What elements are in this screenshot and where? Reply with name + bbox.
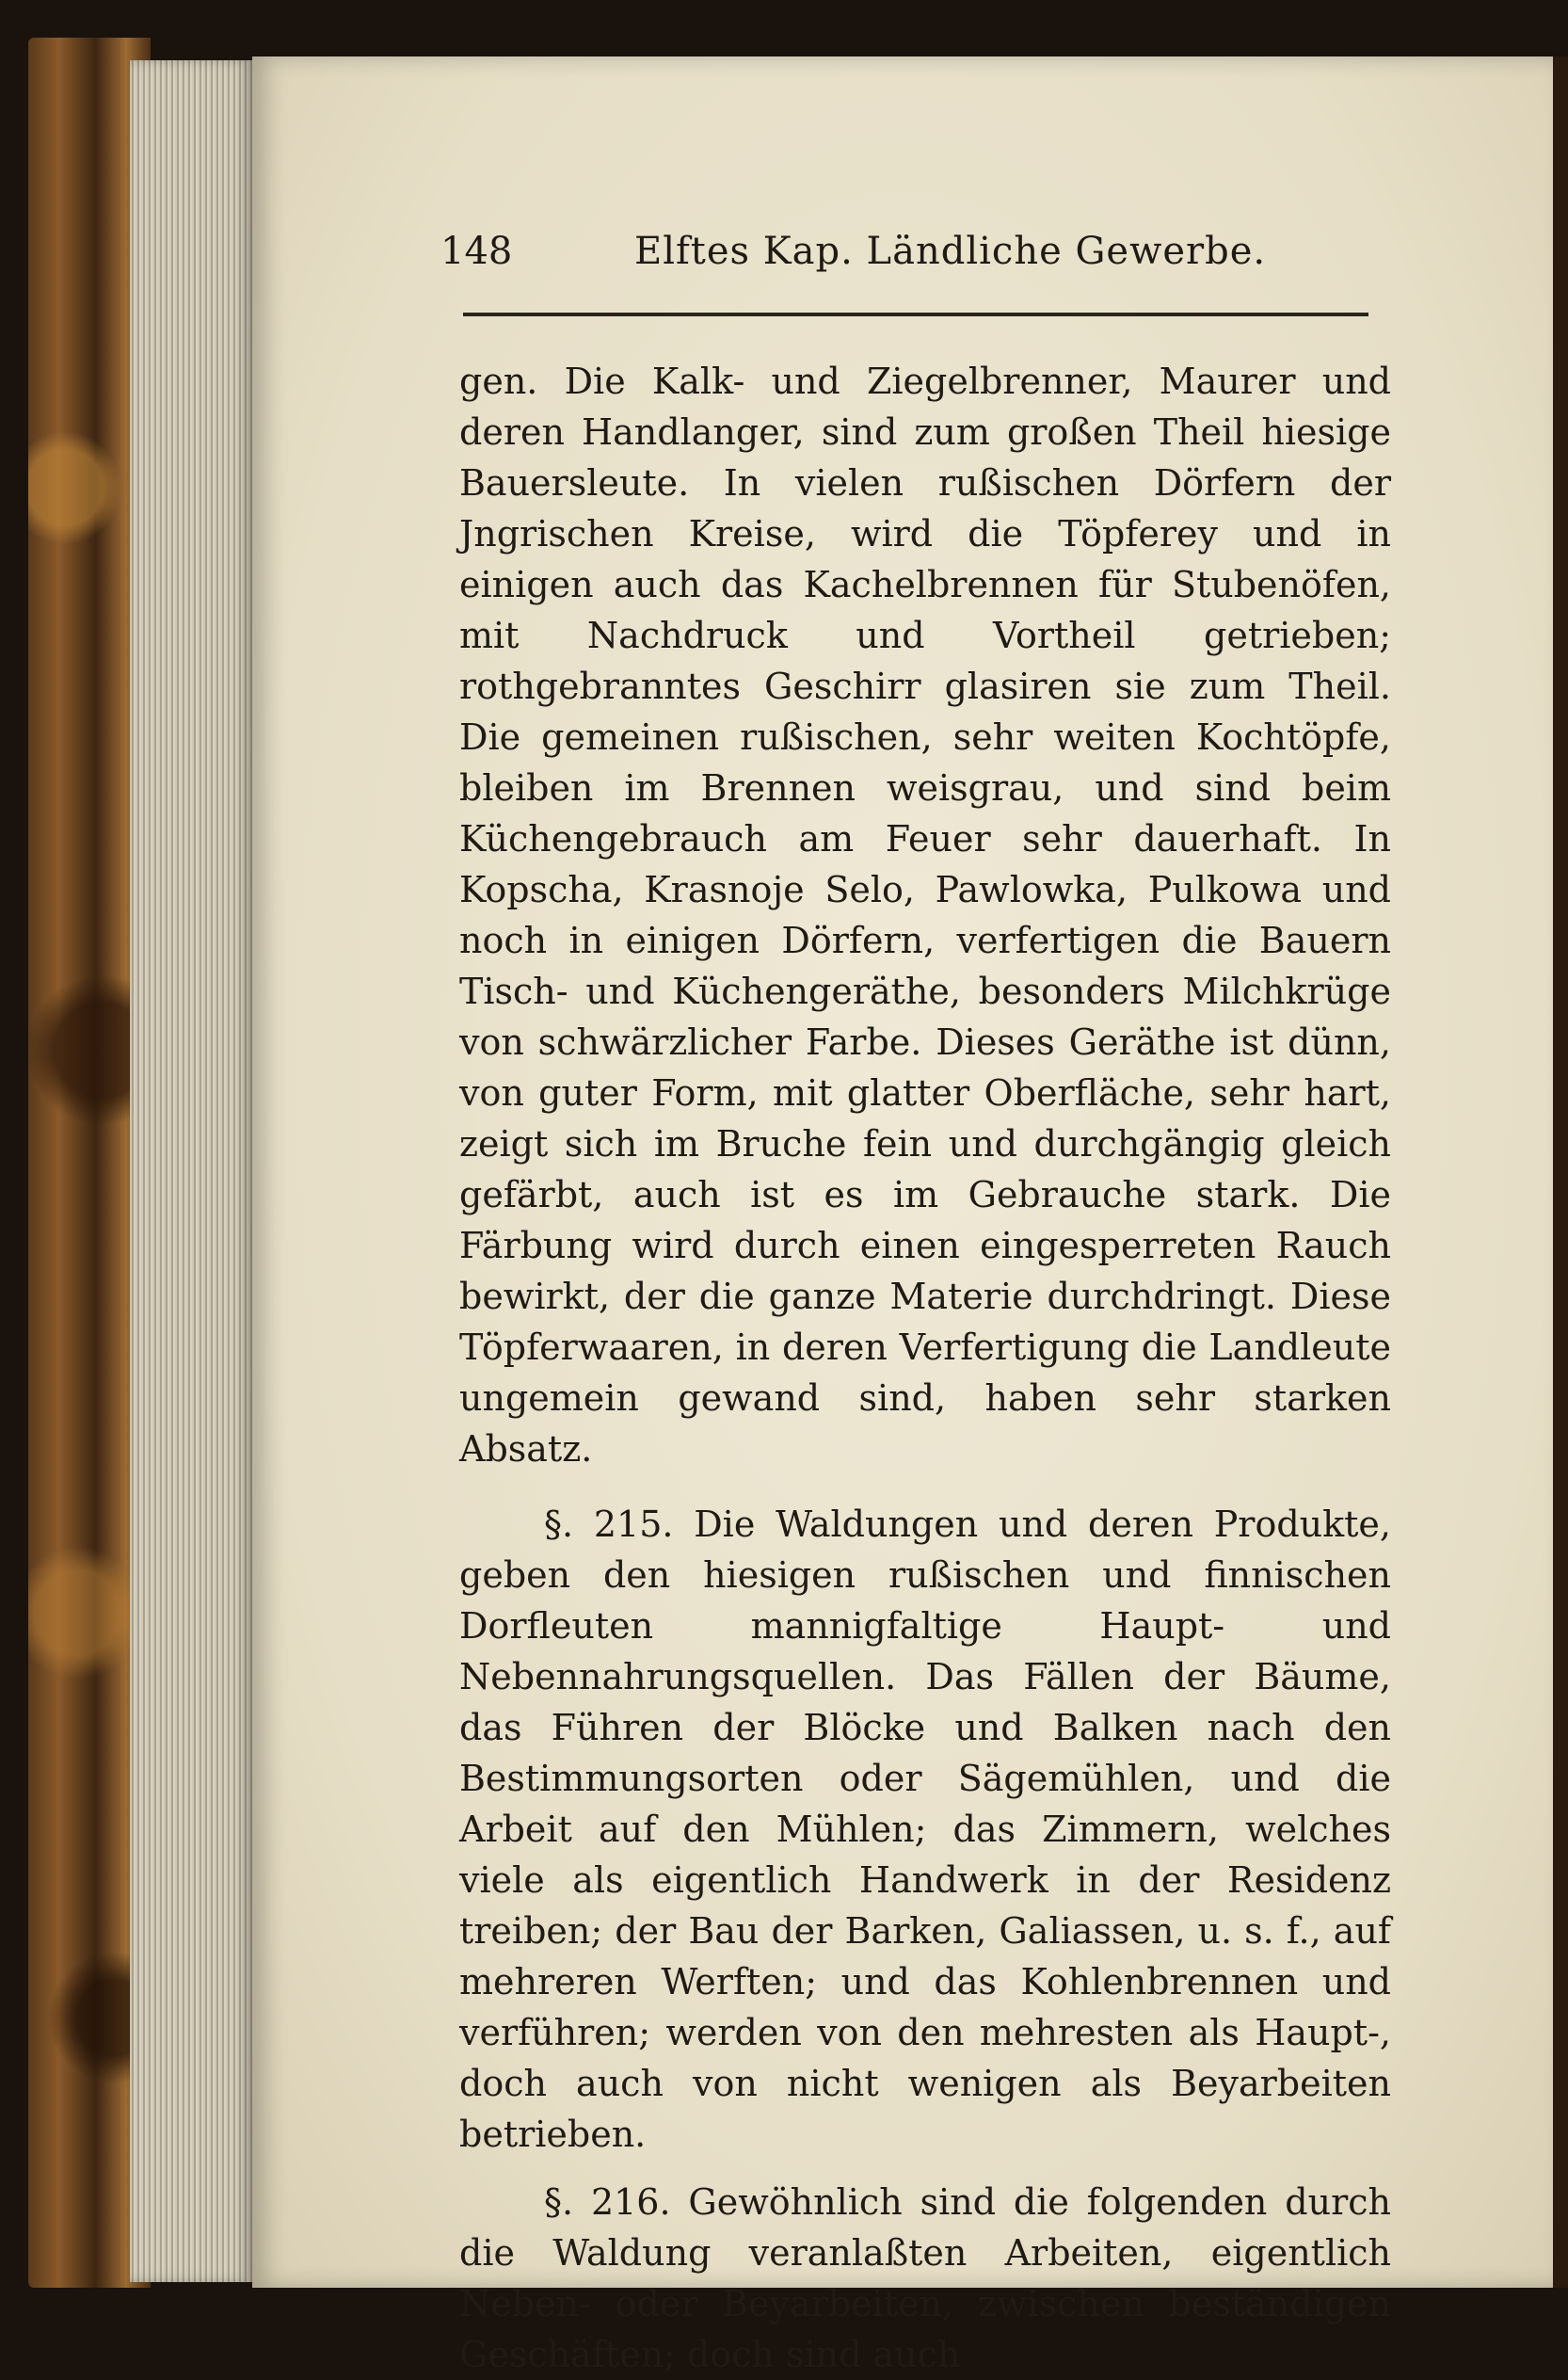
paragraph-215: §. 215. Die Waldungen und deren Produkte, geben den hiesigen rußischen und finnischen Dorfleuten mannigfaltige Haupt- und Nebennahrungsquellen. Das Fällen der Bäume, das Führen der Blöcke und Balken nach den Bestimmungsorten oder Sägemühlen, und die Arbeit auf den Mühlen; das Zimmern, welches viele als eigentlich Handwerk in der Residenz treiben; der Bau der Barken, Galiassen, u. s. f., auf mehreren Werften; und das Kohlenbrennen und verführen; werden von den mehresten als Haupt-, doch auch von nicht wenigen als Beyarbeiten betrieben. — [459, 1504, 1391, 2155]
running-title: Elftes Kap. Ländliche Gewerbe. — [634, 230, 1267, 273]
header-rule — [463, 313, 1368, 316]
paragraph-continuation: gen. Die Kalk- und Ziegelbrenner, Maurer und deren Handlanger, sind zum großen Theil hiesige Bauersleute. In vielen rußischen Dörfern der Jngrischen Kreise, wird die Töpferey und in einigen auch das Kachelbrennen für Stubenöfen, mit Nachdruck und Vortheil getrieben; rothgebranntes Geschirr glasiren sie zum Theil. Die gemeinen rußischen, sehr weiten Kochtöpfe, bleiben im Brennen weisgrau, und sind beim Küchengebrauch am Feuer sehr dauerhaft. In Kopscha, Krasnoje Selo, Pawlowka, Pulkowa und noch in einigen Dörfern, verfertigen die Bauern Tisch- und Küchengeräthe, besonders Milchkrüge von schwärzlicher Farbe. Dieses Geräthe ist dünn, von guter Form, mit glatter Oberfläche, sehr hart, zeigt sich im Bruche fein und durchgängig gleich gefärbt, auch ist es im Gebrauche stark. Die Färbung wird durch einen eingesperreten Rauch bewirkt, der die ganze Materie durchdringt. Diese Töpferwaaren, in deren Verfertigung die Landleute ungemein gewand sind, haben sehr starken Absatz. — [459, 361, 1391, 1470]
right-binding-edge — [1553, 56, 1568, 2288]
page-body — [459, 356, 1391, 2380]
running-header — [440, 230, 1372, 286]
paragraph-216: §. 216. Gewöhnlich sind die folgenden durch die Waldung veranlaßten Arbeiten, eigentlich Neben- oder Beyarbeiten, zwischen beständigen Geschäften; doch sind auch — [459, 2181, 1391, 2375]
page-number: 148 — [440, 230, 513, 273]
page-edges — [130, 60, 252, 2282]
